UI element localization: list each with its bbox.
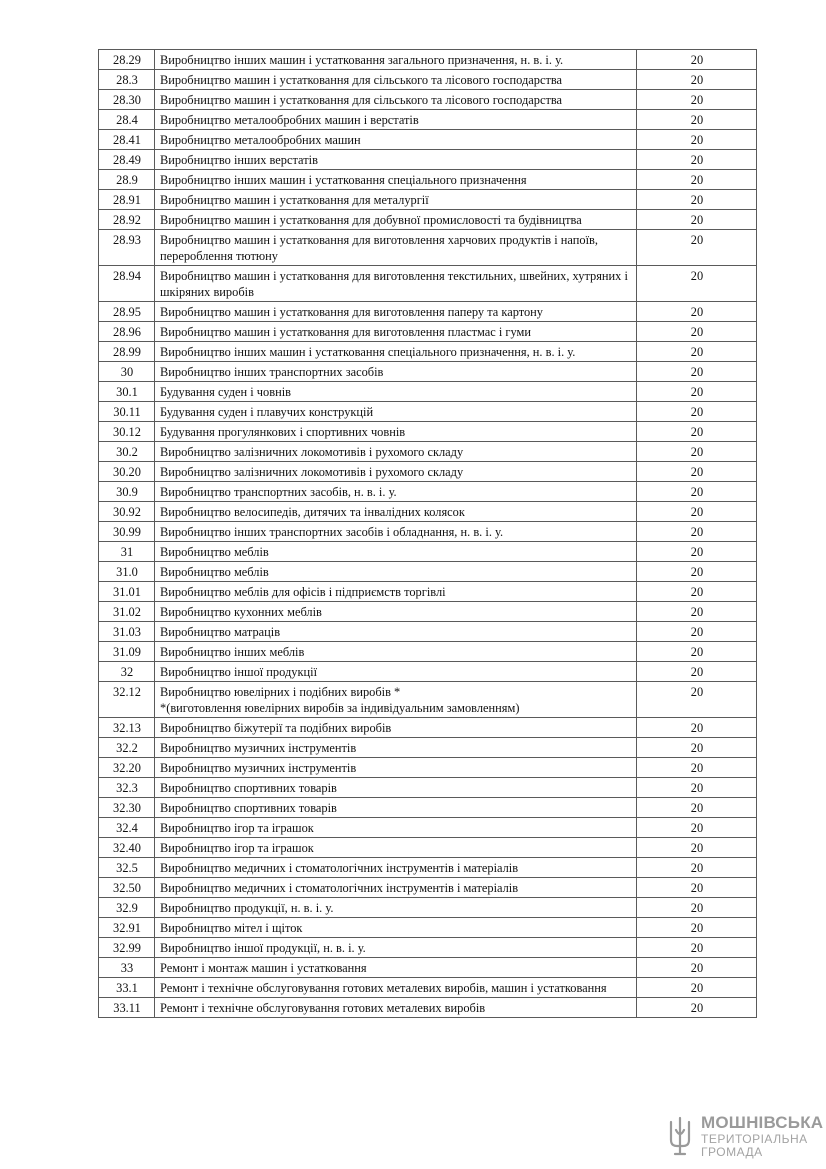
code-cell: 28.49 xyxy=(99,150,155,170)
description-text: Виробництво машин і устатковання для добувної промисловості та будівництва xyxy=(160,212,582,227)
description-text: Виробництво інших машин і устатковання загального призначення, н. в. і. у. xyxy=(160,52,564,67)
table-row xyxy=(99,978,757,998)
logo-line-1: МОШНІВСЬКА xyxy=(701,1113,824,1132)
description-cell xyxy=(155,342,637,362)
description-text: Виробництво машин і устатковання для сільського та лісового господарства xyxy=(160,92,563,107)
rate-cell: 20 xyxy=(637,302,757,322)
description-text: Виробництво інших меблів xyxy=(160,644,305,659)
description-cell xyxy=(155,818,637,838)
description-text: Виробництво продукції, н. в. і. у. xyxy=(160,900,334,915)
description-cell xyxy=(155,266,637,302)
description-text: Виробництво залізничних локомотивів і рухомого складу xyxy=(160,444,464,459)
description-cell xyxy=(155,582,637,602)
rate-cell: 20 xyxy=(637,210,757,230)
description-text: Виробництво інших транспортних засобів xyxy=(160,364,384,379)
table-row xyxy=(99,442,757,462)
rate-cell: 20 xyxy=(637,682,757,718)
code-cell: 32.12 xyxy=(99,682,155,718)
table-row xyxy=(99,898,757,918)
code-cell: 30.2 xyxy=(99,442,155,462)
code-cell: 32.40 xyxy=(99,838,155,858)
table-row xyxy=(99,858,757,878)
rate-cell: 20 xyxy=(637,878,757,898)
description-cell xyxy=(155,682,637,718)
description-cell xyxy=(155,938,637,958)
description-text: Виробництво машин і устатковання для виготовлення паперу та картону xyxy=(160,304,544,319)
table-row xyxy=(99,322,757,342)
table-row xyxy=(99,462,757,482)
community-logo xyxy=(667,1113,824,1162)
table-row xyxy=(99,958,757,978)
rate-cell: 20 xyxy=(637,502,757,522)
table-row xyxy=(99,266,757,302)
description-text: Виробництво спортивних товарів xyxy=(160,780,337,795)
description-cell xyxy=(155,322,637,342)
rate-cell: 20 xyxy=(637,758,757,778)
code-cell: 30 xyxy=(99,362,155,382)
description-text: Виробництво біжутерії та подібних виробів xyxy=(160,720,392,735)
description-text: Виробництво іншої продукції xyxy=(160,664,318,679)
description-cell xyxy=(155,110,637,130)
description-text: Виробництво меблів xyxy=(160,564,269,579)
table-row xyxy=(99,170,757,190)
description-cell xyxy=(155,758,637,778)
code-cell: 31 xyxy=(99,542,155,562)
rate-cell: 20 xyxy=(637,266,757,302)
description-cell xyxy=(155,878,637,898)
code-cell: 28.9 xyxy=(99,170,155,190)
code-cell: 32.5 xyxy=(99,858,155,878)
table-row xyxy=(99,130,757,150)
code-cell: 32.91 xyxy=(99,918,155,938)
table-row xyxy=(99,878,757,898)
description-text: Виробництво машин і устатковання для виготовлення харчових продуктів і напоїв, перероблення тютюну xyxy=(160,232,598,263)
rate-cell: 20 xyxy=(637,90,757,110)
trident-icon xyxy=(667,1116,693,1158)
table-row xyxy=(99,402,757,422)
code-cell: 32.30 xyxy=(99,798,155,818)
rate-cell: 20 xyxy=(637,110,757,130)
rate-cell: 20 xyxy=(637,522,757,542)
description-cell xyxy=(155,210,637,230)
description-text: Виробництво мітел і щіток xyxy=(160,920,303,935)
table-row xyxy=(99,818,757,838)
description-cell xyxy=(155,90,637,110)
description-text: Будування прогулянкових і спортивних човнів xyxy=(160,424,406,439)
table-row xyxy=(99,642,757,662)
description-note: *(виготовлення ювелірних виробів за індивідуальним замовленням) xyxy=(160,700,520,715)
table-row xyxy=(99,362,757,382)
description-cell xyxy=(155,798,637,818)
rate-cell: 20 xyxy=(637,978,757,998)
description-cell xyxy=(155,998,637,1018)
description-text: Виробництво медичних і стоматологічних інструментів і матеріалів xyxy=(160,880,519,895)
code-cell: 31.09 xyxy=(99,642,155,662)
code-cell: 30.1 xyxy=(99,382,155,402)
description-cell xyxy=(155,150,637,170)
description-text: Ремонт і монтаж машин і устатковання xyxy=(160,960,367,975)
rate-cell: 20 xyxy=(637,50,757,70)
rate-cell: 20 xyxy=(637,70,757,90)
rate-cell: 20 xyxy=(637,738,757,758)
table-row xyxy=(99,838,757,858)
code-cell: 28.29 xyxy=(99,50,155,70)
code-cell: 28.3 xyxy=(99,70,155,90)
description-cell xyxy=(155,502,637,522)
table-row xyxy=(99,662,757,682)
description-text: Виробництво транспортних засобів, н. в. і. у. xyxy=(160,484,397,499)
rate-cell: 20 xyxy=(637,998,757,1018)
table-row xyxy=(99,342,757,362)
description-cell xyxy=(155,462,637,482)
description-cell xyxy=(155,302,637,322)
table-row xyxy=(99,938,757,958)
code-cell: 28.99 xyxy=(99,342,155,362)
code-cell: 32.4 xyxy=(99,818,155,838)
table-row xyxy=(99,562,757,582)
rate-cell: 20 xyxy=(637,402,757,422)
code-cell: 28.30 xyxy=(99,90,155,110)
code-cell: 31.02 xyxy=(99,602,155,622)
description-cell xyxy=(155,978,637,998)
rate-cell: 20 xyxy=(637,382,757,402)
description-cell xyxy=(155,170,637,190)
description-cell xyxy=(155,230,637,266)
rate-cell: 20 xyxy=(637,898,757,918)
code-cell: 31.03 xyxy=(99,622,155,642)
code-cell: 32.13 xyxy=(99,718,155,738)
description-text: Виробництво меблів xyxy=(160,544,269,559)
rate-cell: 20 xyxy=(637,582,757,602)
rate-cell: 20 xyxy=(637,170,757,190)
description-text: Виробництво ігор та іграшок xyxy=(160,820,314,835)
description-cell xyxy=(155,602,637,622)
table-row xyxy=(99,70,757,90)
description-cell xyxy=(155,382,637,402)
description-text: Будування суден і човнів xyxy=(160,384,291,399)
rate-cell: 20 xyxy=(637,642,757,662)
code-cell: 33.1 xyxy=(99,978,155,998)
table-row xyxy=(99,522,757,542)
description-cell xyxy=(155,918,637,938)
rate-cell: 20 xyxy=(637,322,757,342)
rate-cell: 20 xyxy=(637,622,757,642)
rate-cell: 20 xyxy=(637,958,757,978)
description-cell xyxy=(155,130,637,150)
description-cell xyxy=(155,858,637,878)
description-cell xyxy=(155,70,637,90)
description-text: Виробництво ігор та іграшок xyxy=(160,840,314,855)
rate-cell: 20 xyxy=(637,818,757,838)
code-cell: 32.99 xyxy=(99,938,155,958)
table-row xyxy=(99,682,757,718)
code-cell: 32.50 xyxy=(99,878,155,898)
description-cell xyxy=(155,522,637,542)
table-row xyxy=(99,230,757,266)
rate-cell: 20 xyxy=(637,462,757,482)
code-cell: 32 xyxy=(99,662,155,682)
rate-cell: 20 xyxy=(637,662,757,682)
code-cell: 31.0 xyxy=(99,562,155,582)
table-row xyxy=(99,382,757,402)
description-text: Виробництво кухонних меблів xyxy=(160,604,322,619)
code-cell: 28.93 xyxy=(99,230,155,266)
code-cell: 32.2 xyxy=(99,738,155,758)
table-row xyxy=(99,422,757,442)
table-row xyxy=(99,602,757,622)
rate-cell: 20 xyxy=(637,422,757,442)
rate-cell: 20 xyxy=(637,858,757,878)
table-row xyxy=(99,90,757,110)
rate-cell: 20 xyxy=(637,342,757,362)
description-cell xyxy=(155,838,637,858)
rate-cell: 20 xyxy=(637,562,757,582)
description-cell xyxy=(155,442,637,462)
table-body xyxy=(99,50,757,1018)
table-row xyxy=(99,210,757,230)
description-text: Виробництво машин і устатковання для металургії xyxy=(160,192,429,207)
description-cell xyxy=(155,718,637,738)
description-text: Виробництво велосипедів, дитячих та інвалідних колясок xyxy=(160,504,465,519)
logo-line-2: ТЕРИТОРІАЛЬНА xyxy=(701,1132,808,1146)
description-cell xyxy=(155,898,637,918)
table-row xyxy=(99,110,757,130)
rate-cell: 20 xyxy=(637,130,757,150)
rate-cell: 20 xyxy=(637,542,757,562)
description-text: Виробництво інших машин і устатковання спеціального призначення, н. в. і. у. xyxy=(160,344,576,359)
description-cell xyxy=(155,562,637,582)
description-text: Виробництво металообробних машин і верстатів xyxy=(160,112,419,127)
description-text: Виробництво машин і устатковання для сільського та лісового господарства xyxy=(160,72,563,87)
table-row xyxy=(99,738,757,758)
rate-cell: 20 xyxy=(637,778,757,798)
description-text: Виробництво меблів для офісів і підприємств торгівлі xyxy=(160,584,446,599)
description-text: Виробництво музичних інструментів xyxy=(160,740,357,755)
code-cell: 28.96 xyxy=(99,322,155,342)
description-cell xyxy=(155,190,637,210)
description-text: Виробництво музичних інструментів xyxy=(160,760,357,775)
table-row xyxy=(99,50,757,70)
table-row xyxy=(99,582,757,602)
table-row xyxy=(99,798,757,818)
description-text: Виробництво металообробних машин xyxy=(160,132,361,147)
code-cell: 28.41 xyxy=(99,130,155,150)
rate-cell: 20 xyxy=(637,442,757,462)
rate-cell: 20 xyxy=(637,918,757,938)
description-cell xyxy=(155,362,637,382)
code-cell: 30.12 xyxy=(99,422,155,442)
table-row xyxy=(99,918,757,938)
description-cell xyxy=(155,662,637,682)
code-cell: 31.01 xyxy=(99,582,155,602)
description-cell xyxy=(155,958,637,978)
rate-cell: 20 xyxy=(637,718,757,738)
table-row xyxy=(99,150,757,170)
description-text: Виробництво ювелірних і подібних виробів * xyxy=(160,684,401,699)
description-cell xyxy=(155,482,637,502)
code-cell: 28.92 xyxy=(99,210,155,230)
rate-cell: 20 xyxy=(637,938,757,958)
description-text: Виробництво спортивних товарів xyxy=(160,800,337,815)
description-text: Виробництво інших транспортних засобів і обладнання, н. в. і. у. xyxy=(160,524,504,539)
code-cell: 30.11 xyxy=(99,402,155,422)
table-row xyxy=(99,998,757,1018)
table-row xyxy=(99,190,757,210)
description-text: Виробництво машин і устатковання для виготовлення текстильних, швейних, хутряних і шкіряних виробів xyxy=(160,268,628,299)
description-text: Виробництво іншої продукції, н. в. і. у. xyxy=(160,940,366,955)
code-cell: 28.91 xyxy=(99,190,155,210)
code-cell: 33.11 xyxy=(99,998,155,1018)
code-cell: 30.20 xyxy=(99,462,155,482)
code-cell: 28.4 xyxy=(99,110,155,130)
description-text: Виробництво інших верстатів xyxy=(160,152,318,167)
rate-cell: 20 xyxy=(637,230,757,266)
code-cell: 32.3 xyxy=(99,778,155,798)
description-cell xyxy=(155,778,637,798)
activity-codes-table xyxy=(98,49,757,1018)
rate-cell: 20 xyxy=(637,362,757,382)
code-cell: 30.9 xyxy=(99,482,155,502)
code-cell: 32.9 xyxy=(99,898,155,918)
rate-cell: 20 xyxy=(637,190,757,210)
description-text: Виробництво залізничних локомотивів і рухомого складу xyxy=(160,464,464,479)
logo-line-3: ГРОМАДА xyxy=(701,1145,763,1159)
description-text: Будування суден і плавучих конструкцій xyxy=(160,404,374,419)
code-cell: 28.94 xyxy=(99,266,155,302)
description-cell xyxy=(155,402,637,422)
code-cell: 28.95 xyxy=(99,302,155,322)
description-text: Ремонт і технічне обслуговування готових металевих виробів xyxy=(160,1000,486,1015)
rate-cell: 20 xyxy=(637,798,757,818)
description-cell xyxy=(155,542,637,562)
table-row xyxy=(99,502,757,522)
description-text: Виробництво медичних і стоматологічних інструментів і матеріалів xyxy=(160,860,519,875)
description-text: Ремонт і технічне обслуговування готових металевих виробів, машин і устатковання xyxy=(160,980,607,995)
table-row xyxy=(99,778,757,798)
table-row xyxy=(99,718,757,738)
code-cell: 32.20 xyxy=(99,758,155,778)
rate-cell: 20 xyxy=(637,838,757,858)
description-cell xyxy=(155,622,637,642)
description-cell xyxy=(155,50,637,70)
code-cell: 30.99 xyxy=(99,522,155,542)
description-text: Виробництво машин і устатковання для виготовлення пластмас і гуми xyxy=(160,324,531,339)
rate-cell: 20 xyxy=(637,150,757,170)
table-row xyxy=(99,302,757,322)
rate-cell: 20 xyxy=(637,602,757,622)
description-cell xyxy=(155,738,637,758)
code-cell: 30.92 xyxy=(99,502,155,522)
table-row xyxy=(99,542,757,562)
code-cell: 33 xyxy=(99,958,155,978)
table-row xyxy=(99,758,757,778)
description-cell xyxy=(155,642,637,662)
description-text: Виробництво інших машин і устатковання спеціального призначення xyxy=(160,172,527,187)
rate-cell: 20 xyxy=(637,482,757,502)
description-cell xyxy=(155,422,637,442)
table-row xyxy=(99,482,757,502)
description-text: Виробництво матраців xyxy=(160,624,281,639)
table-row xyxy=(99,622,757,642)
